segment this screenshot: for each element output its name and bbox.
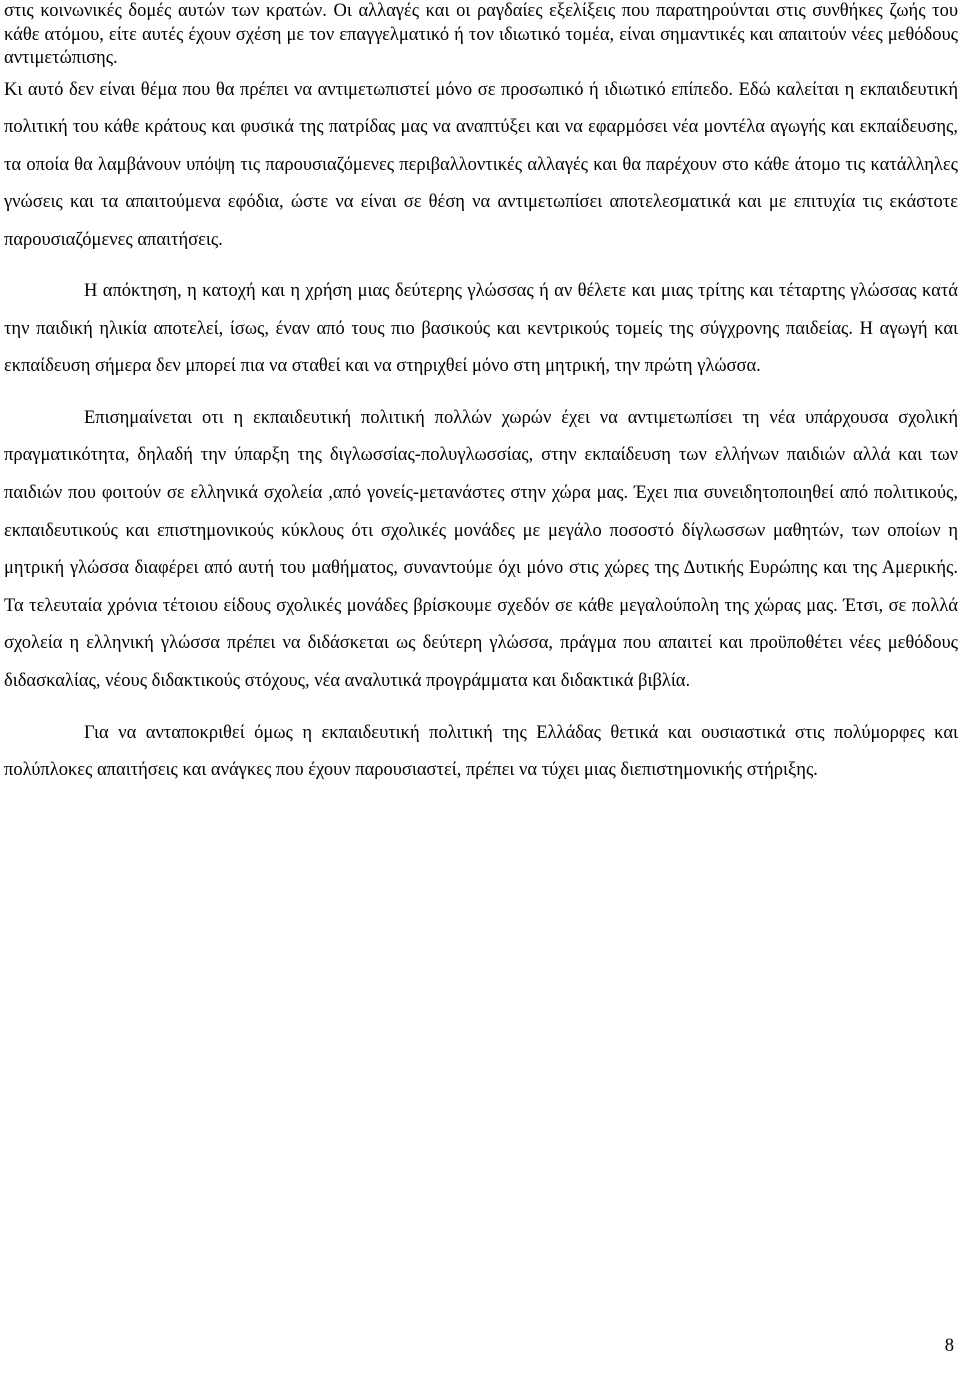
paragraph-intro-continuation: Κι αυτό δεν είναι θέμα που θα πρέπει να αντιμετωπιστεί μόνο σε προσωπικό ή ιδιωτικό επίπεδο. Εδώ καλείται η εκπαιδευτική πολιτική του κάθε κράτους και φυσικά της πατρίδας μας να αναπτύξει και να εφαρμόσει νέα μοντέλα αγωγής και εκπαίδευσης, τα οποία θα λαμβάνουν υπόψη τις παρουσιαζόμενες περιβαλλοντικές αλλαγές και θα παρέχουν στο κάθε άτομο τις κατάλληλες γνώσεις και τα απαιτούμενα εφόδια, ώστε να είναι σε θέση να αντιμετωπίσει αποτελεσματικά και με επιτυχία τις εκάστοτε παρουσιαζόμενες απαιτήσεις. <box>4 79 958 250</box>
document-body <box>4 0 958 790</box>
paragraph-conclusion: Για να ανταποκριθεί όμως η εκπαιδευτική πολιτική της Ελλάδας θετικά και ουσιαστικά στις πολύμορφες και πολύπλοκες απαιτήσεις και ανάγκες που έχουν παρουσιαστεί, πρέπει να τύχει μιας διεπιστημονικής στήριξης. <box>4 722 958 781</box>
paragraph-bilingualism: Επισημαίνεται οτι η εκπαιδευτική πολιτική πολλών χωρών έχει να αντιμετωπίσει τη νέα υπάρχουσα σχολική πραγματικότητα, δηλαδή την ύπαρξη της διγλωσσίας-πολυγλωσσίας, στην εκπαίδευση των ελλήνων παιδιών αλλά και των παιδιών που φοιτούν σε ελληνικά σχολεία ,από γονείς-μετανάστες στην χώρα μας. Έχει πια συνειδητοποιηθεί από πολιτικούς, εκπαιδευτικούς και επιστημονικούς κύκλους ότι σχολικές μονάδες με μεγάλο ποσοστό δίγλωσσων μαθητών, των οποίων η μητρική γλώσσα διαφέρει από αυτή του μαθήματος, συναντούμε όχι μόνο στις χώρες της Δυτικής Ευρώπης και της Αμερικής. Τα τελευταία χρόνια τέτοιου είδους σχολικές μονάδες βρίσκουμε σχεδόν σε κάθε μεγαλούπολη της χώρας μας. Έτσι, σε πολλά σχολεία η ελληνική γλώσσα πρέπει να διδάσκεται ως δεύτερη γλώσσα, πράγμα που απαιτεί και προϋποθέτει νέες μεθόδους διδασκαλίας, νέους διδακτικούς στόχους, νέα αναλυτικά προγράμματα και διδακτικά βιβλία. <box>4 407 958 691</box>
paragraph-intro: στις κοινωνικές δομές αυτών των κρατών. Οι αλλαγές και οι ραγδαίες εξελίξεις που παρατηρούνται στις συνθήκες ζωής του κάθε ατόμου, είτε αυτές έχουν σχέση με τον επαγγελματικό ή τον ιδιωτικό τομέα, είναι σημαντικές και απαιτούν νέες μεθόδους αντιμετώπισης. <box>4 1 958 68</box>
page-number: 8 <box>944 1336 954 1356</box>
paragraph-second-language: Η απόκτηση, η κατοχή και η χρήση μιας δεύτερης γλώσσας ή αν θέλετε και μιας τρίτης και τέταρτης γλώσσας κατά την παιδική ηλικία αποτελεί, ίσως, έναν από τους πιο βασικούς και κεντρικούς τομείς της σύγχρονης παιδείας. Η αγωγή και εκπαίδευση σήμερα δεν μπορεί πια να σταθεί και να στηριχθεί μόνο στη μητρική, την πρώτη γλώσσα. <box>4 281 958 377</box>
